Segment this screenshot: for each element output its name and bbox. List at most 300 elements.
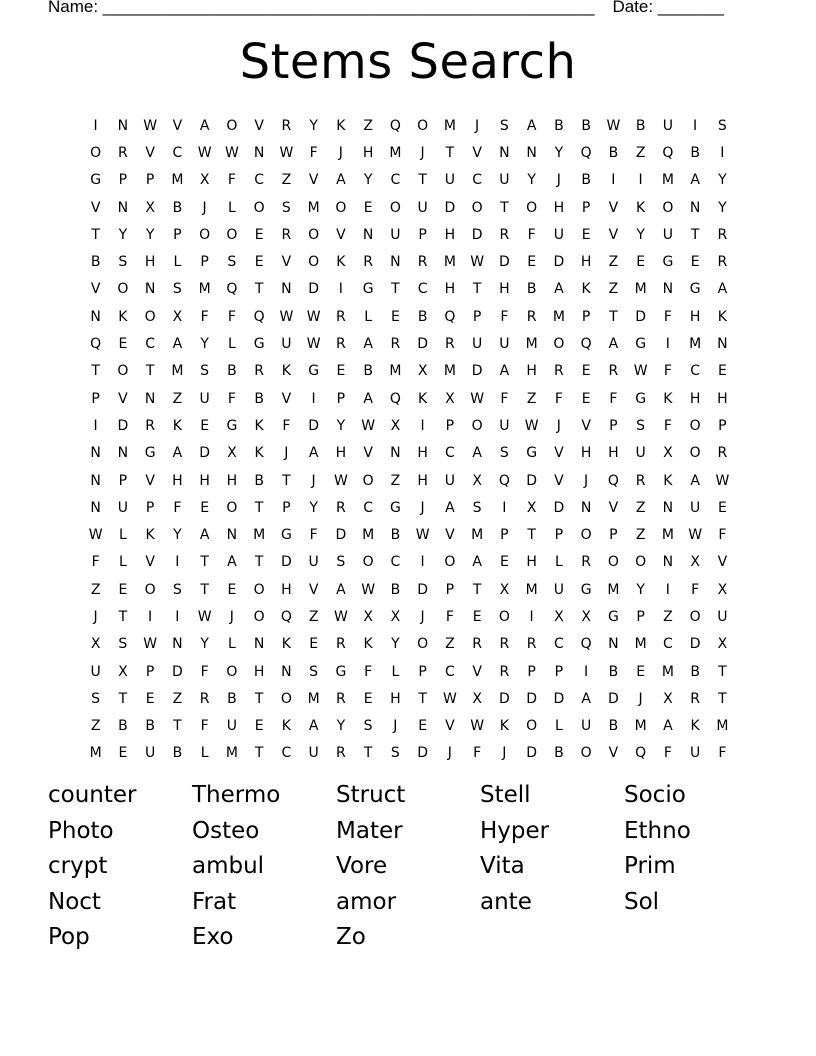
grid-letter: S — [390, 745, 400, 762]
grid-letter: N — [499, 144, 510, 161]
grid-letter: F — [500, 308, 509, 325]
word-list-item: ante — [480, 888, 532, 915]
grid-letter: M — [253, 527, 266, 544]
grid-letter: B — [254, 472, 264, 489]
grid-letter: R — [499, 636, 510, 653]
grid-letter: U — [390, 226, 401, 243]
grid-letter: E — [227, 581, 237, 598]
grid-letter: M — [225, 745, 238, 762]
grid-letter: U — [499, 417, 510, 434]
grid-letter: H — [417, 445, 428, 462]
grid-letter: U — [117, 499, 128, 516]
grid-letter: H — [444, 281, 456, 298]
word-list-item: Vore — [336, 853, 388, 880]
grid-letter: P — [472, 308, 482, 325]
grid-letter: B — [581, 172, 591, 189]
word-list-item: ambul — [192, 853, 265, 880]
grid-letter: R — [417, 254, 428, 271]
grid-letter: B — [526, 281, 537, 298]
grid-letter: R — [608, 363, 619, 380]
grid-letter: N — [172, 636, 183, 653]
grid-letter: Y — [145, 226, 155, 243]
grid-letter: J — [420, 608, 425, 625]
grid-letter: Z — [308, 608, 319, 625]
grid-letter: G — [689, 281, 701, 298]
grid-letter: W — [415, 527, 430, 544]
grid-letter: U — [417, 199, 428, 216]
grid-letter: S — [309, 663, 319, 680]
grid-letter: A — [445, 499, 455, 516]
grid-letter: T — [391, 281, 400, 298]
grid-letter: S — [717, 117, 727, 134]
grid-letter: S — [91, 690, 101, 707]
grid-letter: V — [554, 445, 564, 462]
grid-letter: K — [118, 308, 128, 325]
grid-letter: N — [390, 445, 401, 462]
grid-letter: A — [363, 336, 373, 353]
grid-letter: T — [282, 472, 291, 489]
grid-letter: O — [417, 117, 429, 134]
grid-letter: M — [607, 581, 620, 598]
grid-letter: A — [554, 281, 564, 298]
grid-letter: E — [118, 336, 128, 353]
grid-letter: Q — [635, 745, 647, 762]
grid-letter: U — [717, 608, 728, 625]
grid-letter: C — [472, 172, 483, 189]
grid-letter: Z — [90, 581, 101, 598]
word-list-item: Thermo — [192, 782, 281, 808]
grid-letter: R — [581, 554, 591, 571]
grid-letter: R — [472, 636, 482, 653]
grid-letter: N — [281, 281, 292, 298]
grid-letter: F — [227, 308, 236, 325]
grid-letter: F — [663, 363, 672, 380]
grid-letter: T — [254, 690, 264, 707]
grid-letter: H — [717, 390, 728, 407]
grid-letter: F — [718, 745, 727, 762]
grid-letter: V — [608, 226, 619, 243]
grid-letter: Y — [554, 144, 564, 161]
grid-letter: J — [93, 608, 98, 625]
grid-letter: K — [336, 254, 346, 271]
grid-letter: D — [335, 527, 347, 544]
grid-letter: N — [90, 499, 101, 516]
grid-letter: O — [689, 417, 701, 434]
grid-letter: O — [471, 199, 483, 216]
grid-letter: V — [608, 499, 619, 516]
grid-letter: K — [145, 527, 155, 544]
grid-letter: J — [420, 144, 425, 161]
grid-letter: W — [333, 608, 348, 625]
grid-letter: J — [393, 718, 398, 735]
grid-letter: B — [608, 144, 619, 161]
grid-letter: L — [391, 663, 400, 680]
grid-letter: X — [363, 608, 373, 625]
grid-letter: E — [200, 499, 210, 516]
grid-letter: I — [529, 608, 534, 625]
grid-letter: A — [608, 336, 619, 353]
grid-letter: T — [609, 308, 618, 325]
grid-letter: J — [584, 472, 589, 489]
grid-letter: R — [145, 417, 155, 434]
grid-letter: E — [254, 718, 264, 735]
grid-letter: P — [282, 499, 291, 516]
grid-letter: K — [281, 718, 291, 735]
grid-letter: E — [390, 308, 400, 325]
grid-letter: S — [336, 554, 346, 571]
grid-letter: E — [418, 718, 428, 735]
grid-letter: B — [608, 663, 619, 680]
grid-letter: S — [636, 417, 646, 434]
grid-letter: O — [362, 554, 374, 571]
grid-letter: O — [444, 554, 456, 571]
grid-letter: R — [526, 308, 537, 325]
grid-letter: M — [389, 363, 402, 380]
grid-letter: O — [226, 663, 238, 680]
grid-letter: M — [634, 281, 647, 298]
grid-letter: F — [554, 390, 563, 407]
grid-letter: D — [417, 745, 429, 762]
grid-letter: S — [499, 117, 509, 134]
grid-letter: K — [690, 718, 700, 735]
page-title: Stems Search — [239, 34, 577, 90]
grid-letter: I — [611, 172, 616, 189]
grid-letter: D — [526, 472, 538, 489]
grid-letter: X — [717, 581, 728, 598]
grid-letter: P — [500, 527, 509, 544]
grid-letter: E — [636, 254, 646, 271]
grid-letter: O — [498, 608, 510, 625]
grid-letter: A — [663, 718, 673, 735]
grid-letter: A — [690, 472, 700, 489]
grid-letter: M — [634, 636, 647, 653]
grid-letter: M — [89, 745, 102, 762]
grid-letter: B — [390, 581, 401, 598]
grid-letter: P — [145, 172, 155, 189]
grid-letter: N — [90, 445, 101, 462]
grid-letter: K — [499, 718, 509, 735]
grid-letter: R — [336, 636, 346, 653]
grid-letter: A — [172, 336, 183, 353]
grid-letter: W — [361, 417, 376, 434]
grid-letter: F — [718, 527, 727, 544]
grid-letter: H — [172, 472, 183, 489]
grid-letter: D — [498, 254, 510, 271]
grid-letter: U — [690, 499, 701, 516]
grid-letter: J — [311, 472, 316, 489]
grid-letter: H — [608, 445, 619, 462]
grid-letter: T — [200, 554, 209, 571]
grid-letter: U — [472, 336, 483, 353]
grid-letter: H — [499, 281, 510, 298]
grid-letter: D — [471, 363, 483, 380]
grid-letter: U — [499, 172, 510, 189]
grid-letter: E — [200, 417, 210, 434]
grid-letter: B — [690, 144, 700, 161]
grid-letter: H — [226, 472, 238, 489]
date-label: Date: _______ — [612, 0, 724, 16]
grid-letter: G — [580, 581, 592, 598]
grid-letter: N — [717, 336, 728, 353]
grid-letter: T — [472, 281, 482, 298]
grid-letter: J — [556, 417, 561, 434]
grid-letter: K — [418, 390, 428, 407]
grid-letter: M — [661, 527, 674, 544]
grid-letter: R — [717, 226, 728, 243]
grid-letter: B — [172, 745, 183, 762]
grid-letter: N — [662, 281, 674, 298]
grid-letter: X — [145, 199, 155, 216]
grid-letter: K — [254, 445, 264, 462]
grid-letter: D — [553, 254, 565, 271]
grid-letter: F — [609, 390, 618, 407]
grid-letter: Z — [281, 172, 292, 189]
grid-letter: D — [553, 499, 565, 516]
grid-letter: M — [525, 581, 538, 598]
grid-letter: T — [91, 226, 100, 243]
grid-letter: O — [199, 226, 211, 243]
grid-letter: U — [635, 445, 646, 462]
grid-letter: C — [281, 745, 292, 762]
grid-letter: V — [90, 199, 101, 216]
grid-letter: Z — [608, 281, 619, 298]
grid-letter: W — [470, 390, 485, 407]
grid-letter: D — [308, 281, 320, 298]
grid-letter: W — [279, 144, 294, 161]
grid-letter: Y — [718, 172, 727, 189]
grid-letter: R — [336, 336, 346, 353]
grid-letter: D — [171, 663, 183, 680]
grid-letter: F — [364, 663, 373, 680]
grid-letter: Z — [635, 144, 646, 161]
grid-letter: C — [363, 499, 374, 516]
grid-letter: K — [636, 199, 646, 216]
grid-letter: P — [418, 226, 427, 243]
grid-letter: C — [444, 663, 455, 680]
grid-letter: H — [144, 254, 156, 271]
grid-letter: T — [173, 718, 182, 735]
grid-letter: E — [309, 636, 319, 653]
grid-letter: P — [718, 417, 727, 434]
grid-letter: X — [554, 608, 564, 625]
grid-letter: V — [581, 417, 591, 434]
word-list-item: crypt — [48, 853, 108, 880]
grid-letter: T — [472, 581, 482, 598]
grid-letter: F — [527, 226, 536, 243]
grid-letter: R — [363, 254, 373, 271]
grid-letter: E — [527, 254, 537, 271]
grid-letter: V — [554, 472, 564, 489]
grid-letter: N — [526, 144, 537, 161]
grid-letter: G — [362, 281, 374, 298]
grid-letter: D — [199, 445, 211, 462]
grid-letter: Z — [172, 390, 183, 407]
grid-letter: H — [444, 226, 456, 243]
grid-letter: P — [445, 417, 455, 434]
grid-letter: G — [226, 417, 238, 434]
grid-letter: O — [362, 472, 374, 489]
grid-letter: W — [143, 117, 158, 134]
grid-letter: R — [118, 144, 128, 161]
grid-letter: M — [689, 336, 702, 353]
word-list-item: Prim — [624, 853, 676, 880]
grid-letter: Z — [635, 527, 646, 544]
grid-letter: W — [306, 308, 321, 325]
grid-letter: F — [91, 554, 100, 571]
grid-letter: H — [390, 690, 401, 707]
grid-letter: V — [118, 390, 128, 407]
grid-letter: O — [117, 363, 129, 380]
grid-letter: Y — [336, 417, 346, 434]
grid-letter: U — [662, 226, 673, 243]
grid-letter: V — [608, 199, 619, 216]
grid-letter: S — [281, 199, 291, 216]
grid-letter: V — [145, 144, 155, 161]
grid-letter: B — [417, 308, 428, 325]
grid-letter: F — [309, 144, 318, 161]
grid-letter: N — [689, 199, 701, 216]
grid-letter: T — [200, 581, 209, 598]
grid-letter: I — [720, 144, 725, 161]
grid-letter: W — [143, 636, 158, 653]
grid-letter: B — [172, 199, 183, 216]
grid-letter: F — [309, 527, 318, 544]
grid-letter: X — [90, 636, 101, 653]
grid-letter: Q — [226, 281, 238, 298]
grid-letter: I — [665, 336, 670, 353]
grid-letter: D — [417, 336, 429, 353]
grid-letter: O — [280, 690, 292, 707]
grid-letter: E — [118, 745, 128, 762]
grid-letter: P — [200, 254, 209, 271]
grid-letter: Y — [718, 199, 727, 216]
grid-letter: F — [282, 417, 291, 434]
grid-letter: M — [661, 663, 674, 680]
grid-letter: Q — [90, 336, 102, 353]
grid-letter: M — [362, 527, 375, 544]
word-list-item: Sol — [624, 888, 660, 915]
grid-letter: N — [117, 445, 129, 462]
grid-letter: Y — [173, 527, 182, 544]
grid-letter: A — [499, 363, 510, 380]
grid-letter: O — [553, 336, 565, 353]
grid-letter: L — [554, 718, 563, 735]
grid-letter: T — [418, 690, 427, 707]
grid-letter: C — [254, 172, 265, 189]
grid-letter: L — [227, 636, 236, 653]
grid-letter: J — [475, 117, 480, 134]
grid-letter: T — [145, 363, 155, 380]
grid-letter: Z — [635, 499, 646, 516]
grid-letter: D — [689, 636, 701, 653]
grid-letter: V — [472, 663, 482, 680]
word-list-item: Struct — [336, 782, 406, 808]
grid-letter: M — [389, 144, 402, 161]
grid-letter: K — [717, 308, 727, 325]
word-list — [48, 778, 768, 956]
grid-letter: V — [445, 718, 455, 735]
grid-letter: O — [253, 199, 265, 216]
grid-letter: Y — [636, 581, 645, 598]
grid-letter: R — [554, 363, 564, 380]
word-list-item: Osteo — [192, 817, 260, 844]
grid-letter: P — [118, 472, 128, 489]
grid-letter: M — [171, 363, 184, 380]
grid-letter: H — [580, 445, 592, 462]
grid-letter: W — [633, 363, 648, 380]
grid-letter: U — [199, 390, 210, 407]
grid-letter: W — [279, 308, 294, 325]
grid-letter: H — [253, 663, 265, 680]
grid-letter: B — [90, 254, 101, 271]
grid-letter: M — [471, 527, 484, 544]
grid-letter: V — [445, 527, 455, 544]
grid-letter: W — [306, 336, 321, 353]
grid-letter: D — [280, 554, 292, 571]
grid-letter: B — [390, 527, 401, 544]
grid-letter: R — [336, 690, 346, 707]
grid-letter: E — [581, 363, 591, 380]
word-list-item: counter — [48, 782, 137, 808]
grid-letter: X — [227, 445, 237, 462]
grid-letter: J — [447, 745, 452, 762]
grid-letter: V — [145, 472, 155, 489]
grid-letter: R — [445, 336, 455, 353]
grid-letter: C — [417, 281, 428, 298]
grid-letter: K — [254, 417, 264, 434]
grid-letter: P — [118, 172, 128, 189]
grid-letter: L — [227, 199, 236, 216]
grid-letter: X — [472, 690, 482, 707]
grid-letter: P — [91, 390, 100, 407]
grid-letter: P — [145, 663, 155, 680]
grid-letter: Q — [253, 308, 265, 325]
grid-letter: O — [253, 581, 265, 598]
grid-letter: D — [308, 417, 320, 434]
grid-letter: K — [363, 636, 373, 653]
grid-letter: X — [417, 363, 428, 380]
grid-letter: G — [144, 445, 156, 462]
grid-letter: X — [118, 663, 128, 680]
word-list-item: Noct — [48, 888, 101, 915]
grid-letter: P — [581, 308, 591, 325]
grid-letter: W — [688, 527, 703, 544]
grid-letter: V — [90, 281, 101, 298]
grid-letter: N — [662, 554, 674, 571]
grid-letter: G — [389, 499, 401, 516]
grid-letter: B — [363, 363, 373, 380]
grid-letter: X — [472, 472, 482, 489]
grid-letter: P — [554, 663, 564, 680]
grid-letter: T — [363, 745, 373, 762]
grid-letter: N — [90, 308, 101, 325]
grid-letter: W — [197, 608, 212, 625]
grid-letter: L — [118, 554, 127, 571]
word-list-item: Photo — [48, 817, 114, 844]
grid-letter: O — [226, 226, 238, 243]
grid-letter: I — [175, 554, 180, 571]
grid-letter: A — [472, 445, 482, 462]
grid-letter: C — [662, 636, 673, 653]
grid-letter: R — [336, 308, 346, 325]
grid-letter: L — [554, 554, 563, 571]
grid-letter: R — [254, 363, 264, 380]
word-list-item: Zo — [336, 924, 366, 951]
grid-letter: I — [420, 554, 425, 571]
grid-letter: C — [145, 336, 156, 353]
grid-letter: N — [90, 472, 101, 489]
grid-letter: H — [335, 445, 347, 462]
